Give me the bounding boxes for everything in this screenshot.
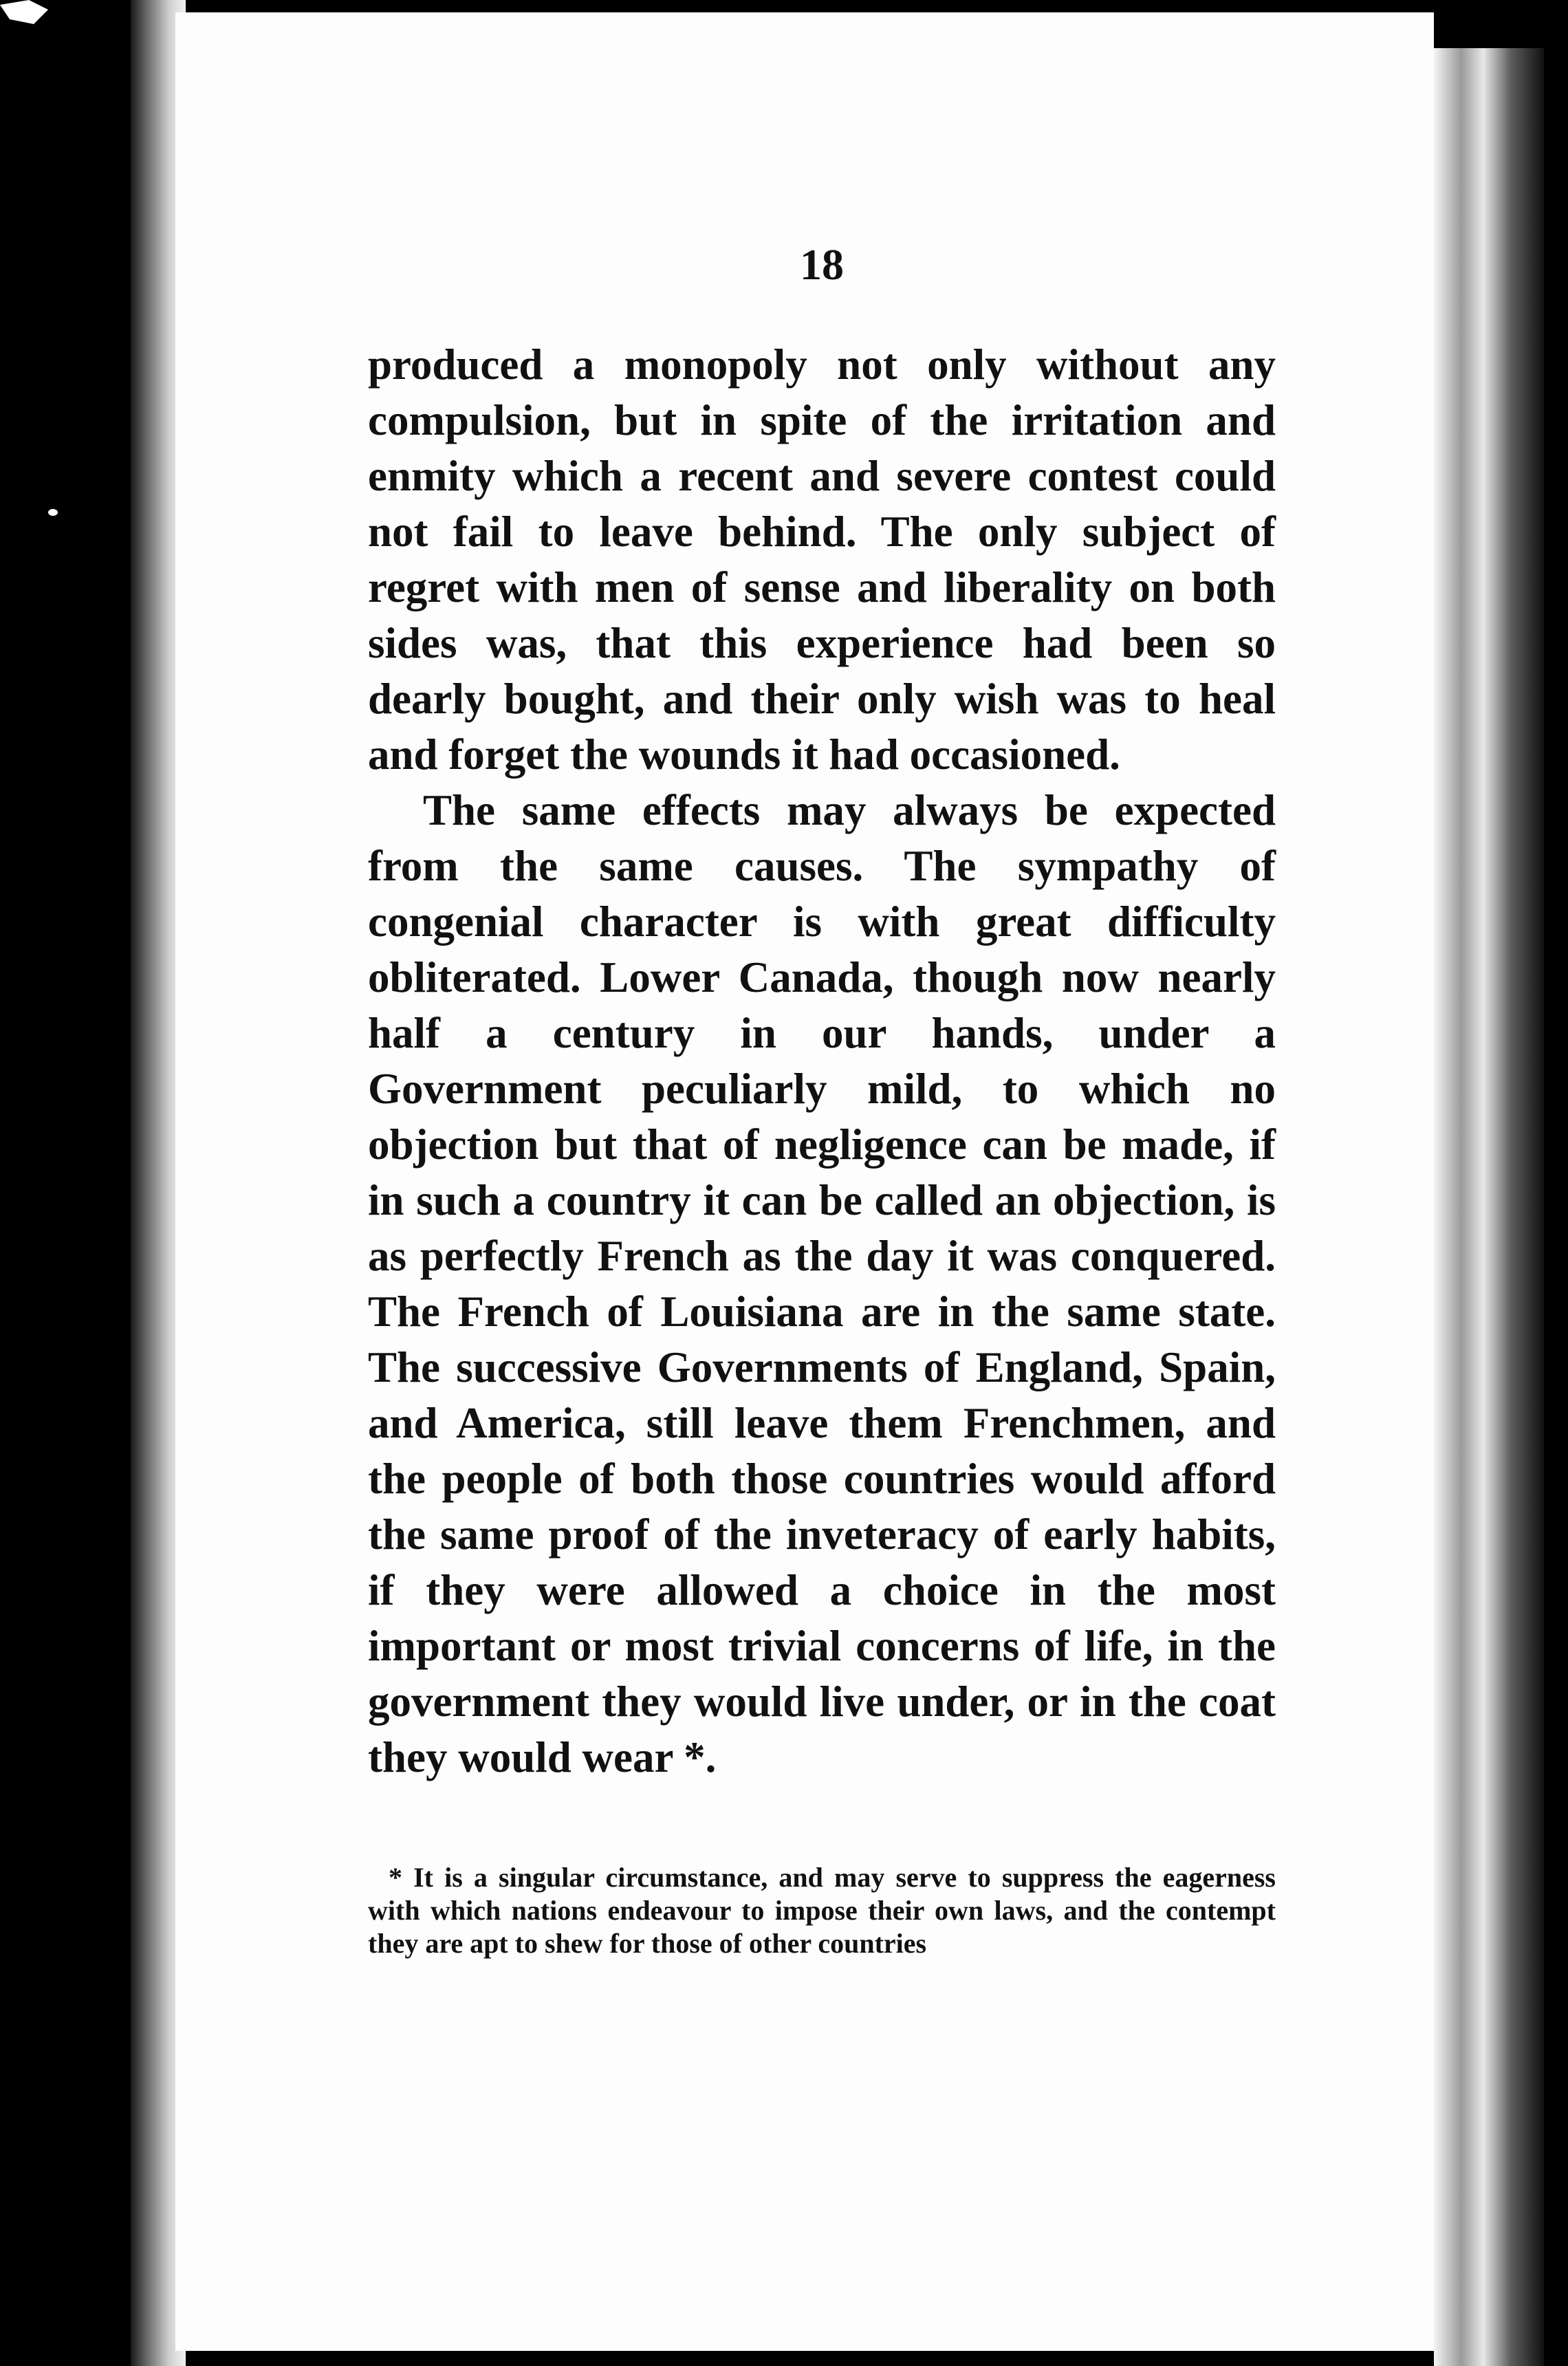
- footnote: [368, 1861, 1276, 1960]
- scan-artifact: [0, 0, 48, 24]
- footnote-text: * It is a singular circumstance, and may serve to suppress the eagerness with which nations endeavour to impose their own laws, and the contempt they are apt to shew for those of other countries: [368, 1862, 1276, 1959]
- page-edge-right: [1434, 48, 1544, 2366]
- paragraph-1: produced a monopoly not only without any compulsion, but in spite of the irritation and enmity which a recent and severe contest could not fail to leave behind. The only subject of regret with men of sense and liberality on both sides was, that this experience had been so dearly bought, and their only wish was to heal and forget the wounds it had occasioned.: [368, 340, 1276, 779]
- page-number: 18: [800, 240, 844, 289]
- body-text: [368, 337, 1276, 1786]
- paragraph-2: The same effects may always be expected from the same causes. The sympathy of congenial character is with great difficulty obliterated. Lower Canada, though now nearly half a century in our hands, under a Government peculiarly mild, to which no objection but that of negligence can be made, if in such a country it can be called an objection, is as perfectly French as the day it was conquered. The French of Louisiana are in the same state. The successive Governments of England, Spain, and America, still leave them Frenchmen, and the people of both those countries would afford the same proof of the inveteracy of early habits, if they were allowed a choice in the most important or most trivial concerns of life, in the government they would live under, or in the coat they would wear *.: [368, 786, 1276, 1781]
- scan-artifact-spot: [48, 509, 58, 516]
- page-content: [368, 241, 1276, 1960]
